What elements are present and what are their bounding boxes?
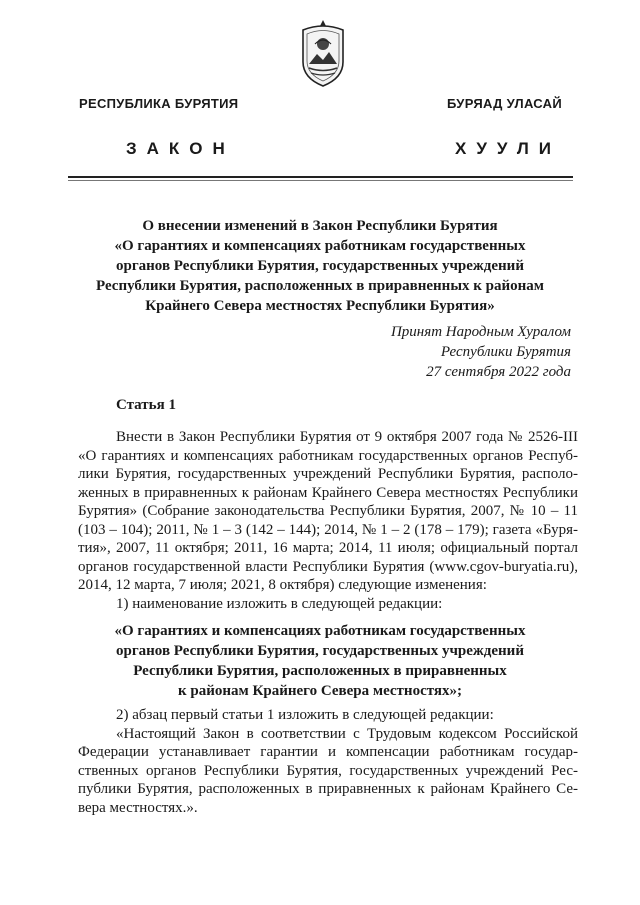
body-line: «Настоящий Закон в соответствии с Трудовым кодексом Российской xyxy=(116,725,578,742)
republic-name-bua: БУРЯАД УЛАСАЙ xyxy=(446,96,562,111)
body-line: публики Бурятия, расположенных в приравненных к районам Крайнего Се- xyxy=(78,781,578,797)
body-line: Внести в Закон Республики Бурятия от 9 октября 2007 года № 2526-III xyxy=(116,429,578,445)
new-title-quote xyxy=(60,621,580,701)
article-body xyxy=(78,428,578,613)
body-line: тия», 2007, 11 октября; 2011, 16 марта; 2014, 11 июля; официальный портал xyxy=(78,540,578,556)
law-label-bua: ХУУЛИ xyxy=(455,139,561,158)
body-line: 2014, 12 марта, 7 июля; 2021, 8 октября) следующие изменения: xyxy=(78,577,487,593)
adoption-line: 27 сентября 2022 года xyxy=(426,364,571,380)
body-line: лики Бурятия, государственных учреждений Республики Бурятия, располо- xyxy=(78,466,578,482)
republic-name-ru: РЕСПУБЛИКА БУРЯТИЯ xyxy=(79,96,239,111)
body-line: Федерации устанавливает гарантии и компенсации работникам государ- xyxy=(78,744,578,760)
law-label-ru: ЗАКОН xyxy=(126,139,235,158)
adoption-line: Республики Бурятия xyxy=(440,344,571,360)
law-title xyxy=(60,216,580,316)
body-line: женных в приравненных к районам Крайнего Севера местностях Республики xyxy=(78,484,578,501)
body-line: (103 – 104); 2011, № 1 – 3 (142 – 144); 2014, № 1 – 2 (178 – 179); газета «Буря- xyxy=(78,521,578,538)
title-line: «О гарантиях и компенсациях работникам государственных xyxy=(114,238,526,254)
title-line: О внесении изменений в Закон Республики Бурятия xyxy=(142,218,498,234)
title-line: Крайнего Севера местностях Республики Бурятия» xyxy=(145,298,495,314)
quote-line: органов Республики Бурятия, государственных учреждений xyxy=(116,643,524,659)
title-line: органов Республики Бурятия, государственных учреждений xyxy=(116,258,524,274)
adoption-line: Принят Народным Хуралом xyxy=(390,324,571,340)
item-2: 2) абзац первый статьи 1 изложить в следующей редакции: xyxy=(116,707,494,723)
body-line: органов государственной власти Республики Бурятия (www.cgov-buryatia.ru), xyxy=(78,558,578,575)
quote-line: «О гарантиях и компенсациях работникам государственных xyxy=(114,623,526,639)
item-1: 1) наименование изложить в следующей редакции: xyxy=(116,595,443,612)
body-line: ственных органов Республики Бурятия, государственных учреждений Рес- xyxy=(78,762,578,779)
header-divider-thin xyxy=(68,180,573,181)
body-line: вера местностях.». xyxy=(78,799,198,816)
article-body-2 xyxy=(78,706,578,817)
title-line: Республики Бурятия, расположенных в приравненных к районам xyxy=(95,278,545,294)
body-line: Бурятия» (Собрание законодательства Республики Бурятия, 2007, № 10 – 11 xyxy=(78,503,578,519)
quote-line: Республики Бурятия, расположенных в приравненных xyxy=(133,663,507,679)
header-divider xyxy=(68,176,573,178)
article-heading: Статья 1 xyxy=(116,397,176,413)
adoption-note xyxy=(391,322,571,382)
buryatia-coat-of-arms-icon xyxy=(293,18,353,90)
quote-line: к районам Крайнего Севера местностях»; xyxy=(177,683,463,699)
body-line: «О гарантиях и компенсациях работникам государственных органов Респуб- xyxy=(78,447,578,464)
